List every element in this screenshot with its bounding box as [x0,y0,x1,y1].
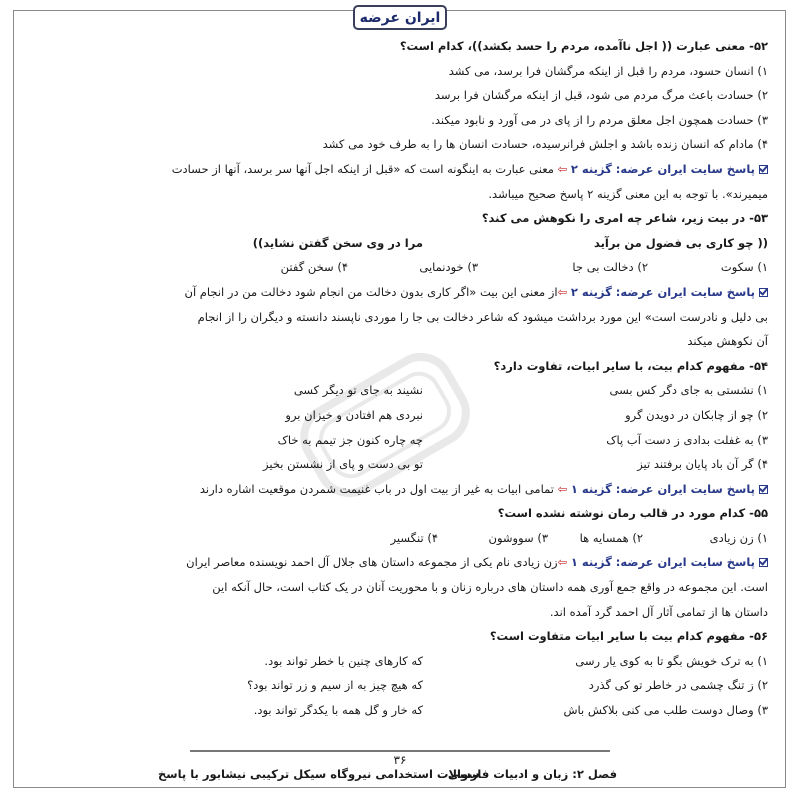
arrow-icon: ⇦ [557,481,568,496]
option: ۴) سخن گفتن [280,260,348,275]
option: ۳) خودنمایی [419,260,478,275]
answer-text: زن زیادی نام یکی از مجموعه داستان های جلال آل احمد نویسنده معاصر ایران [186,555,558,570]
option: ۱) انسان حسود، مردم را قبل از اینکه مرگشان فرا برسد، می کشد [448,63,768,78]
answer-label: پاسخ سایت ایران عرضه: گزینه ۱ [570,481,755,496]
verse-option [22,403,768,428]
hemistich: ۲) چو از چابکان در دویدن گرو [625,407,768,422]
answer-text: از معنی این بیت «اگر کاری بدون دخالت من انجام شود دخالت من در انجام آن [184,284,558,299]
hemistich: ۱) به ترک خویش بگو تا به کوی یار رسی [575,653,768,668]
hemistich: ۳) به غفلت بدادی ز دست آب پاک [606,432,768,447]
hemistich: ۲) ز تنگ چشمی در خاطر تو کی گذرد [588,678,768,693]
question-title: ۵۳- در بیت زیر، شاعر چه امری را نکوهش می کند؟ [481,211,768,226]
option: ۳) حسادت همچون اجل معلق مردم را از پای در می آورد و نابود میکند. [431,112,768,127]
hemistich: نشیند به جای تو دیگر کسی [293,383,423,398]
hemistich: (( چو کاری بی فضول من برآید [593,235,768,250]
answer-line [22,477,768,502]
page-number: ۳۶ [393,753,407,767]
arrow-icon: ⇦ [557,555,568,570]
answer-label: پاسخ سایت ایران عرضه: گزینه ۲ [570,284,755,299]
check-icon [759,165,768,174]
poem-verse [22,231,768,256]
check-icon [759,558,768,567]
answer-label: پاسخ سایت ایران عرضه: گزینه ۱ [570,555,755,570]
option: ۲) همسایه ها [579,530,643,545]
option: ۲) حسادت باعث مرگ مردم می شود، قبل از اینکه مرگشان فرا برسد [434,88,768,103]
answer-line [22,157,768,182]
question-title: ۵۴- مفهوم کدام بیت، با سایر ابیات، تفاوت دارد؟ [493,358,768,373]
hemistich: نبردی هم افتادن و خیزان برو [285,407,423,422]
question-title: ۵۵- کدام مورد در قالب رمان نوشته نشده است؟ [497,506,768,521]
answer-line [22,550,768,575]
verse-option [22,698,768,723]
option: ۴) تنگسیر [390,530,438,545]
hemistich: که خار و گل همه با یکدگر تواند بود. [253,703,423,718]
options-row [22,526,768,551]
option: ۴) مادام که انسان زنده باشد و اجلش فرانرسیده، حسادت انسان ها را به طرف خود می کشد [322,137,768,152]
answer-text: معنی عبارت به اینگونه است که «قبل از اینکه اجل آنها سر برسد، آنها از حسادت [171,161,554,176]
hemistich: مرا در وی سخن گفتن نشاید)) [252,235,423,250]
option: ۳) سووشون [488,530,548,545]
hemistich: ۳) وصال دوست طلب می کنی بلاکش باش [563,703,768,718]
question-title: ۵۶- مفهوم کدام بیت با سایر ابیات متفاوت است؟ [489,629,768,644]
brand-logo [353,5,447,30]
question-title: ۵۲- معنی عبارت (( اجل ناآمده، مردم را حسد بکشد))، کدام است؟ [399,39,768,53]
footer-book-title: سوالات استخدامی نیروگاه سیکل ترکیبی نیشابور با پاسخ [158,767,480,781]
hemistich: ۴) گر آن باد پایان برفتند تیز [637,457,768,472]
answer-text: است. این مجموعه در واقع جمع آوری همه داستان های درباره زنان و با محوریت آنان در یک کتاب است، حال آنکه این [212,580,768,595]
footer-chapter: فصل ۲: زبان و ادبیات فارسی [447,767,617,781]
hemistich: تو بی دست و پای از نشستن بخیز [263,457,423,472]
hemistich: که هیچ چیز به از سیم و زر تواند بود؟ [247,678,423,693]
footer-divider [190,750,610,752]
verse-option [22,428,768,453]
option: ۲) دخالت بی جا [572,260,648,275]
document-body [22,34,768,723]
verse-option [22,452,768,477]
option: ۱) زن زیادی [709,530,768,545]
hemistich: ۱) نشستی به جای دگر کس بسی [609,383,768,398]
check-icon [759,485,768,494]
verse-option [22,649,768,674]
answer-text: آن نکوهش میکند [687,334,768,349]
answer-label: پاسخ سایت ایران عرضه: گزینه ۲ [570,161,755,176]
answer-text: میمیرند». با توجه به این معنی گزینه ۲ پاسخ صحیح میباشد. [488,186,768,201]
verse-option [22,673,768,698]
answer-text: داستان ها از تمامی آثار آل احمد گرد آمده اند. [549,604,768,619]
verse-option [22,378,768,403]
answer-text: بی دلیل و نادرست است» این مورد برداشت میشود که شاعر دخالت بی جا را موردی ناپسند دانسته و دیگران را از انجام [197,309,768,324]
option: ۱) سکوت [720,260,768,275]
hemistich: چه چاره کنون جز تیمم به خاک [277,432,423,447]
arrow-icon: ⇦ [557,284,568,299]
answer-text: تمامی ابیات به غیر از بیت اول در باب غنیمت شمردن موقعیت اشاره دارند [199,481,554,496]
hemistich: که کارهای چنین با خطر تواند بود. [264,653,423,668]
logo-text: ایران عرضه [359,9,441,26]
options-row [22,255,768,280]
check-icon [759,288,768,297]
answer-line [22,280,768,305]
arrow-icon: ⇦ [557,161,568,176]
